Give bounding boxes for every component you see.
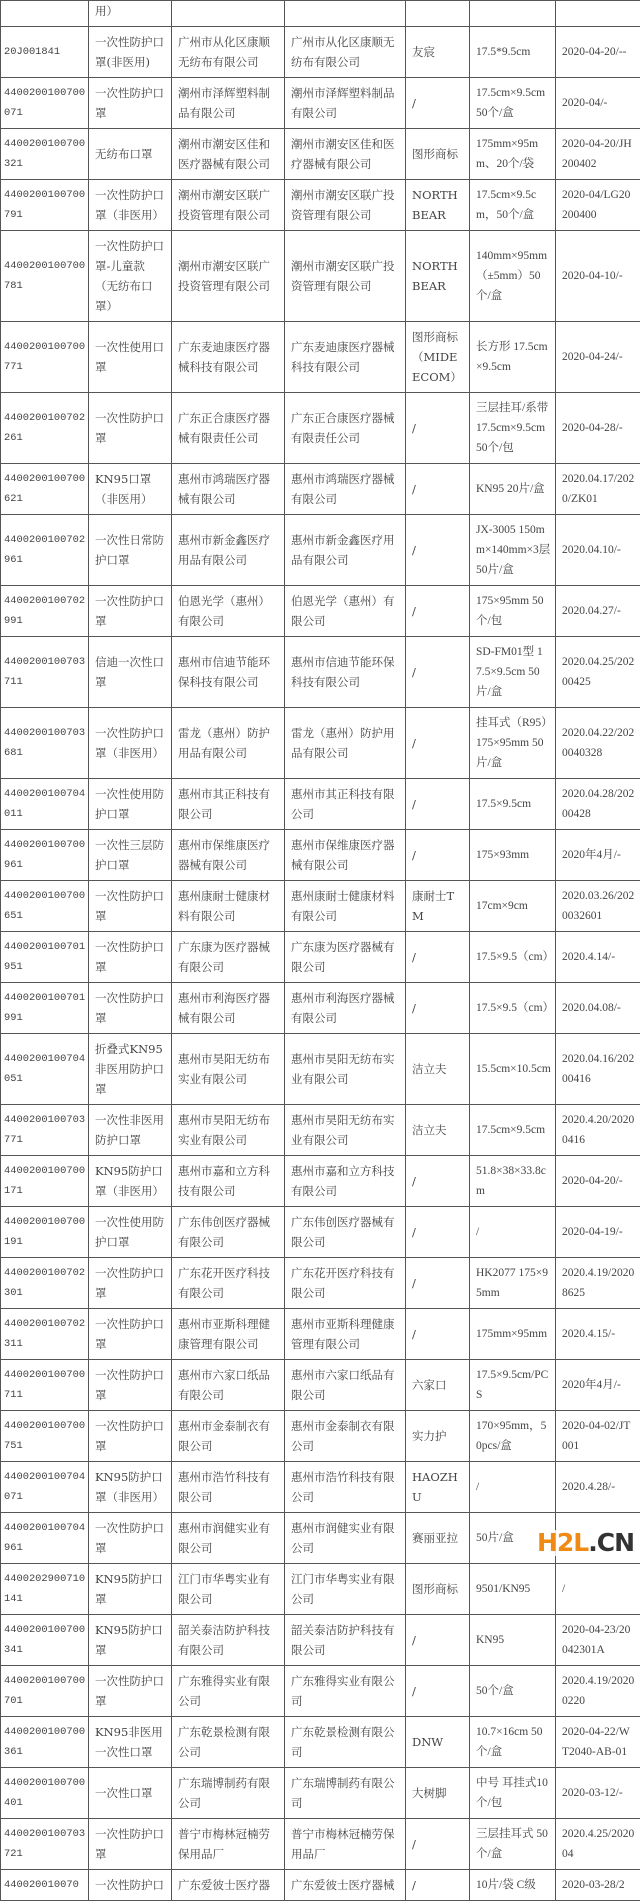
cell-brand: / bbox=[406, 1819, 470, 1870]
cell-date-batch: 2020-03-12/- bbox=[556, 1768, 640, 1819]
cell-code: 4400200100702261 bbox=[1, 393, 89, 464]
cell-manufacturer bbox=[172, 1, 285, 27]
cell-manufacturer: 广东爱彼士医疗器 bbox=[172, 1870, 285, 1901]
cell-manufacturer: 潮州市潮安区佳和医疗器械有限公司 bbox=[172, 129, 285, 180]
cell-code: 4400200100700961 bbox=[1, 830, 89, 881]
cell-date-batch: 2020-04/- bbox=[556, 78, 640, 129]
cell-specification: 17.5×9.5（cm） bbox=[470, 983, 556, 1034]
cell-date-batch: 2020-04-22/WT2040-AB-01 bbox=[556, 1717, 640, 1768]
cell-code: 4400200100700651 bbox=[1, 881, 89, 932]
cell-date-batch: 2020.04.17/2020/ZK01 bbox=[556, 464, 640, 515]
table-row bbox=[1, 1768, 640, 1819]
table-row bbox=[1, 1666, 640, 1717]
cell-brand: / bbox=[406, 637, 470, 708]
cell-manufacturer: 潮州市潮安区联广投资管理有限公司 bbox=[172, 231, 285, 322]
table-row bbox=[1, 129, 640, 180]
cell-specification: 9501/KN95 bbox=[470, 1564, 556, 1615]
cell-product-name: KN95防护口罩（非医用） bbox=[89, 1156, 172, 1207]
cell-applicant: 惠州市鸿瑞医疗器械有限公司 bbox=[285, 464, 406, 515]
cell-applicant: 广州市从化区康顺无纺布有限公司 bbox=[285, 27, 406, 78]
cell-specification: 50片/盒 bbox=[470, 1513, 556, 1564]
cell-manufacturer: 广东瑞博制药有限公司 bbox=[172, 1768, 285, 1819]
cell-brand: / bbox=[406, 586, 470, 637]
cell-code: 4400200100702961 bbox=[1, 515, 89, 586]
cell-manufacturer: 惠州市信迪节能环保科技有限公司 bbox=[172, 637, 285, 708]
cell-code: 4400200100704961 bbox=[1, 1513, 89, 1564]
cell-brand: 友宸 bbox=[406, 27, 470, 78]
cell-specification: 17.5cm×9.5cm 50个/盒 bbox=[470, 78, 556, 129]
watermark-part1: H2L bbox=[537, 1528, 588, 1557]
cell-product-name: 一次性使用口罩 bbox=[89, 322, 172, 393]
cell-product-name: KN95防护口罩 bbox=[89, 1615, 172, 1666]
cell-product-name: 一次性防护口罩（非医用） bbox=[89, 180, 172, 231]
cell-brand: / bbox=[406, 932, 470, 983]
cell-code: 4400200100700321 bbox=[1, 129, 89, 180]
table-row bbox=[1, 881, 640, 932]
cell-applicant: 广东雅得实业有限公司 bbox=[285, 1666, 406, 1717]
cell-manufacturer: 惠州市新金鑫医疗用品有限公司 bbox=[172, 515, 285, 586]
cell-code: 4400200100702311 bbox=[1, 1309, 89, 1360]
cell-manufacturer: 惠州市润健实业有限公司 bbox=[172, 1513, 285, 1564]
cell-date-batch: 2020-04-20/JH200402 bbox=[556, 129, 640, 180]
cell-applicant: 广东正合康医疗器械有限责任公司 bbox=[285, 393, 406, 464]
table-row bbox=[1, 1870, 640, 1901]
cell-manufacturer: 惠州市利海医疗器械有限公司 bbox=[172, 983, 285, 1034]
cell-code: 4400202900710141 bbox=[1, 1564, 89, 1615]
cell-date-batch: 2020.03.26/2020032601 bbox=[556, 881, 640, 932]
cell-product-name: 一次性防护口罩(非医用) bbox=[89, 27, 172, 78]
table-row bbox=[1, 932, 640, 983]
cell-applicant: 惠州市其正科技有限公司 bbox=[285, 779, 406, 830]
cell-brand: / bbox=[406, 1207, 470, 1258]
cell-brand: / bbox=[406, 1870, 470, 1901]
cell-specification: / bbox=[470, 1462, 556, 1513]
cell-applicant: 惠州市金泰制衣有限公司 bbox=[285, 1411, 406, 1462]
cell-product-name: 一次性防护口罩 bbox=[89, 983, 172, 1034]
cell-manufacturer: 惠州市六家口纸品有限公司 bbox=[172, 1360, 285, 1411]
cell-specification: 51.8×38×33.8cm bbox=[470, 1156, 556, 1207]
cell-applicant: 潮州市潮安区佳和医疗器械有限公司 bbox=[285, 129, 406, 180]
cell-code bbox=[1, 1, 89, 27]
cell-applicant: 惠州市保维康医疗器械有限公司 bbox=[285, 830, 406, 881]
table-row bbox=[1, 779, 640, 830]
table-row bbox=[1, 708, 640, 779]
cell-code: 4400200100703681 bbox=[1, 708, 89, 779]
cell-specification: 17.5×9.5（cm） bbox=[470, 932, 556, 983]
cell-brand: 图形商标（MIDEECOM） bbox=[406, 322, 470, 393]
cell-applicant: 惠州市利海医疗器械有限公司 bbox=[285, 983, 406, 1034]
cell-manufacturer: 惠州康耐士健康材料有限公司 bbox=[172, 881, 285, 932]
cell-date-batch: 2020.04.08/- bbox=[556, 983, 640, 1034]
cell-code: 4400200100700341 bbox=[1, 1615, 89, 1666]
cell-date-batch bbox=[556, 1, 640, 27]
cell-date-batch: 2020-04/LG20200400 bbox=[556, 180, 640, 231]
watermark-part2: .CN bbox=[588, 1528, 634, 1557]
cell-brand: 图形商标 bbox=[406, 129, 470, 180]
table-row bbox=[1, 231, 640, 322]
table-row bbox=[1, 322, 640, 393]
cell-manufacturer: 伯恩光学（惠州）有限公司 bbox=[172, 586, 285, 637]
cell-date-batch: 2020-04-20/-- bbox=[556, 27, 640, 78]
cell-product-name: 一次性使用防护口罩 bbox=[89, 779, 172, 830]
cell-date-batch: 2020-04-23/20042301A bbox=[556, 1615, 640, 1666]
cell-product-name: 一次性防护口罩-儿童款（无纺布口罩） bbox=[89, 231, 172, 322]
cell-code: 4400200100700361 bbox=[1, 1717, 89, 1768]
cell-code: 4400200100700401 bbox=[1, 1768, 89, 1819]
cell-code: 4400200100700791 bbox=[1, 180, 89, 231]
cell-date-batch: 2020-03-28/2 bbox=[556, 1870, 640, 1901]
cell-specification: 长方形 17.5cm×9.5cm bbox=[470, 322, 556, 393]
cell-applicant: 惠州市亚斯科理健康管理有限公司 bbox=[285, 1309, 406, 1360]
table-row bbox=[1, 1360, 640, 1411]
cell-product-name: 信迪一次性口罩 bbox=[89, 637, 172, 708]
cell-specification: KN95 bbox=[470, 1615, 556, 1666]
cell-specification: 17.5×9.5cm/PCS bbox=[470, 1360, 556, 1411]
cell-applicant: 韶关泰洁防护科技有限公司 bbox=[285, 1615, 406, 1666]
cell-date-batch: 2020.04.10/- bbox=[556, 515, 640, 586]
cell-manufacturer: 广东伟创医疗器械有限公司 bbox=[172, 1207, 285, 1258]
cell-date-batch: 2020.4.28/- bbox=[556, 1462, 640, 1513]
cell-product-name: KN95防护口罩（非医用） bbox=[89, 1462, 172, 1513]
cell-manufacturer: 惠州市其正科技有限公司 bbox=[172, 779, 285, 830]
table-row bbox=[1, 1156, 640, 1207]
table-row bbox=[1, 1309, 640, 1360]
cell-code: 4400200100700701 bbox=[1, 1666, 89, 1717]
cell-code: 4400200100704071 bbox=[1, 1462, 89, 1513]
cell-brand: NORTHBEAR bbox=[406, 180, 470, 231]
cell-brand: / bbox=[406, 983, 470, 1034]
cell-code: 4400200100704051 bbox=[1, 1034, 89, 1105]
cell-manufacturer: 潮州市潮安区联广投资管理有限公司 bbox=[172, 180, 285, 231]
cell-specification: 175mm×95mm bbox=[470, 1309, 556, 1360]
cell-applicant: 惠州市浩竹科技有限公司 bbox=[285, 1462, 406, 1513]
cell-product-name: 无纺布口罩 bbox=[89, 129, 172, 180]
cell-applicant bbox=[285, 1, 406, 27]
cell-code: 4400200100702301 bbox=[1, 1258, 89, 1309]
cell-code: 4400200100703721 bbox=[1, 1819, 89, 1870]
cell-manufacturer: 惠州市鸿瑞医疗器械有限公司 bbox=[172, 464, 285, 515]
cell-product-name: KN95口罩（非医用） bbox=[89, 464, 172, 515]
cell-applicant: 惠州市嘉和立方科技有限公司 bbox=[285, 1156, 406, 1207]
cell-specification: SD-FM01型 17.5×9.5cm 50片/盒 bbox=[470, 637, 556, 708]
cell-date-batch: 2020.4.25/202004 bbox=[556, 1819, 640, 1870]
table-row bbox=[1, 1258, 640, 1309]
cell-date-batch: 2020-04-28/- bbox=[556, 393, 640, 464]
cell-specification: JX-3005 150mm×140mm×3层 50片/盒 bbox=[470, 515, 556, 586]
table-row bbox=[1, 464, 640, 515]
table-row bbox=[1, 1, 640, 27]
cell-applicant: 广东康为医疗器械有限公司 bbox=[285, 932, 406, 983]
cell-brand: / bbox=[406, 1615, 470, 1666]
cell-applicant: 普宁市梅林冠楠劳保用品厂 bbox=[285, 1819, 406, 1870]
cell-date-batch: 2020.4.15/- bbox=[556, 1309, 640, 1360]
cell-date-batch: 2020.04.25/20200425 bbox=[556, 637, 640, 708]
cell-manufacturer: 广东麦迪康医疗器械科技有限公司 bbox=[172, 322, 285, 393]
cell-specification: 175mm×95mm、20个/袋 bbox=[470, 129, 556, 180]
table-row bbox=[1, 1717, 640, 1768]
cell-applicant: 广东伟创医疗器械有限公司 bbox=[285, 1207, 406, 1258]
cell-brand: / bbox=[406, 515, 470, 586]
cell-applicant: 惠州市信迪节能环保科技有限公司 bbox=[285, 637, 406, 708]
cell-brand: / bbox=[406, 708, 470, 779]
cell-code: 4400200100700711 bbox=[1, 1360, 89, 1411]
cell-product-name: 一次性防护口 bbox=[89, 1870, 172, 1901]
cell-applicant: 惠州市昊阳无纺布实业有限公司 bbox=[285, 1034, 406, 1105]
cell-manufacturer: 广州市从化区康顺无纺布有限公司 bbox=[172, 27, 285, 78]
cell-applicant: 广东乾景检测有限公司 bbox=[285, 1717, 406, 1768]
cell-manufacturer: 惠州市昊阳无纺布实业有限公司 bbox=[172, 1105, 285, 1156]
cell-date-batch: 2020-04-02/JT001 bbox=[556, 1411, 640, 1462]
table-row bbox=[1, 1207, 640, 1258]
cell-product-name: 一次性使用防护口罩 bbox=[89, 1207, 172, 1258]
cell-brand: DNW bbox=[406, 1717, 470, 1768]
cell-manufacturer: 潮州市泽辉塑料制品有限公司 bbox=[172, 78, 285, 129]
cell-manufacturer: 普宁市梅林冠楠劳保用品厂 bbox=[172, 1819, 285, 1870]
cell-date-batch: / bbox=[556, 1564, 640, 1615]
cell-brand: 大树脚 bbox=[406, 1768, 470, 1819]
cell-manufacturer: 惠州市浩竹科技有限公司 bbox=[172, 1462, 285, 1513]
cell-specification bbox=[470, 1, 556, 27]
cell-manufacturer: 广东康为医疗器械有限公司 bbox=[172, 932, 285, 983]
cell-manufacturer: 雷龙（惠州）防护用品有限公司 bbox=[172, 708, 285, 779]
cell-code: 4400200100703771 bbox=[1, 1105, 89, 1156]
cell-applicant: 潮州市潮安区联广投资管理有限公司 bbox=[285, 180, 406, 231]
table-row bbox=[1, 1034, 640, 1105]
cell-product-name: 一次性防护口罩 bbox=[89, 1309, 172, 1360]
cell-date-batch: 2020-04-20/- bbox=[556, 1156, 640, 1207]
cell-specification: 17.5*9.5cm bbox=[470, 27, 556, 78]
cell-specification: 中号 耳挂式10个/包 bbox=[470, 1768, 556, 1819]
cell-applicant: 潮州市泽辉塑料制品有限公司 bbox=[285, 78, 406, 129]
cell-code: 4400200100704011 bbox=[1, 779, 89, 830]
cell-brand: 赛丽亚拉 bbox=[406, 1513, 470, 1564]
watermark-logo bbox=[535, 1530, 636, 1556]
cell-applicant: 雷龙（惠州）防护用品有限公司 bbox=[285, 708, 406, 779]
table-row bbox=[1, 830, 640, 881]
cell-applicant: 惠州市润健实业有限公司 bbox=[285, 1513, 406, 1564]
cell-manufacturer: 广东正合康医疗器械有限责任公司 bbox=[172, 393, 285, 464]
cell-applicant: 江门市华粤实业有限公司 bbox=[285, 1564, 406, 1615]
cell-date-batch: 2020.4.20/20200416 bbox=[556, 1105, 640, 1156]
cell-manufacturer: 惠州市嘉和立方科技有限公司 bbox=[172, 1156, 285, 1207]
cell-brand: HAOZHU bbox=[406, 1462, 470, 1513]
cell-applicant: 广东麦迪康医疗器械科技有限公司 bbox=[285, 322, 406, 393]
cell-date-batch: 2020-04-19/- bbox=[556, 1207, 640, 1258]
cell-manufacturer: 韶关泰洁防护科技有限公司 bbox=[172, 1615, 285, 1666]
cell-brand: 洁立夫 bbox=[406, 1034, 470, 1105]
cell-manufacturer: 广东雅得实业有限公司 bbox=[172, 1666, 285, 1717]
cell-brand bbox=[406, 1, 470, 27]
cell-code: 4400200100700771 bbox=[1, 322, 89, 393]
cell-date-batch: 2020.04.22/2020040328 bbox=[556, 708, 640, 779]
cell-code: 4400200100700071 bbox=[1, 78, 89, 129]
cell-specification: 175×95mm 50个/包 bbox=[470, 586, 556, 637]
cell-date-batch: 2020年4月/- bbox=[556, 830, 640, 881]
cell-brand: NORTHBEAR bbox=[406, 231, 470, 322]
cell-brand: 洁立夫 bbox=[406, 1105, 470, 1156]
cell-code: 4400200100702991 bbox=[1, 586, 89, 637]
cell-brand: 实力护 bbox=[406, 1411, 470, 1462]
cell-code: 20J001841 bbox=[1, 27, 89, 78]
cell-date-batch: 2020.04.27/- bbox=[556, 586, 640, 637]
cell-date-batch: 2020-04-24/- bbox=[556, 322, 640, 393]
cell-specification: 三层挂耳式 50个/盒 bbox=[470, 1819, 556, 1870]
cell-code: 4400200100703711 bbox=[1, 637, 89, 708]
cell-specification: 17cm×9cm bbox=[470, 881, 556, 932]
cell-applicant: 伯恩光学（惠州）有限公司 bbox=[285, 586, 406, 637]
cell-specification: HK2077 175×95mm bbox=[470, 1258, 556, 1309]
table-row bbox=[1, 1564, 640, 1615]
cell-specification: / bbox=[470, 1207, 556, 1258]
table-body bbox=[1, 1, 640, 1901]
cell-code: 4400200100700781 bbox=[1, 231, 89, 322]
cell-product-name: 一次性防护口罩 bbox=[89, 393, 172, 464]
cell-applicant: 广东花开医疗科技有限公司 bbox=[285, 1258, 406, 1309]
cell-manufacturer: 惠州市亚斯科理健康管理有限公司 bbox=[172, 1309, 285, 1360]
cell-manufacturer: 江门市华粤实业有限公司 bbox=[172, 1564, 285, 1615]
cell-specification: 170×95mm，50pcs/盒 bbox=[470, 1411, 556, 1462]
cell-applicant: 惠州市六家口纸品有限公司 bbox=[285, 1360, 406, 1411]
cell-brand: / bbox=[406, 1666, 470, 1717]
cell-product-name: 一次性防护口罩 bbox=[89, 1258, 172, 1309]
table-row bbox=[1, 983, 640, 1034]
table-row bbox=[1, 1411, 640, 1462]
cell-applicant: 惠州市昊阳无纺布实业有限公司 bbox=[285, 1105, 406, 1156]
cell-code: 4400200100701991 bbox=[1, 983, 89, 1034]
cell-specification: KN95 20片/盒 bbox=[470, 464, 556, 515]
cell-brand: / bbox=[406, 779, 470, 830]
table-row bbox=[1, 78, 640, 129]
table-row bbox=[1, 180, 640, 231]
cell-product-name: 一次性防护口罩 bbox=[89, 1666, 172, 1717]
cell-product-name: 一次性防护口罩 bbox=[89, 881, 172, 932]
table-row bbox=[1, 1105, 640, 1156]
cell-date-batch: 2020.04.16/20200416 bbox=[556, 1034, 640, 1105]
table-row bbox=[1, 27, 640, 78]
cell-product-name: 一次性防护口罩 bbox=[89, 1360, 172, 1411]
cell-manufacturer: 惠州市昊阳无纺布实业有限公司 bbox=[172, 1034, 285, 1105]
cell-product-name: KN95非医用一次性口罩 bbox=[89, 1717, 172, 1768]
cell-manufacturer: 惠州市金泰制衣有限公司 bbox=[172, 1411, 285, 1462]
cell-product-name: 用） bbox=[89, 1, 172, 27]
cell-applicant: 惠州康耐士健康材料有限公司 bbox=[285, 881, 406, 932]
cell-date-batch: 2020.04.28/20200428 bbox=[556, 779, 640, 830]
cell-specification: 10.7×16cm 50个/盒 bbox=[470, 1717, 556, 1768]
cell-date-batch: 2020-04-10/- bbox=[556, 231, 640, 322]
cell-date-batch: 2020.4.19/20200220 bbox=[556, 1666, 640, 1717]
cell-product-name: 一次性防护口罩 bbox=[89, 1411, 172, 1462]
cell-specification: 10片/袋 C级 bbox=[470, 1870, 556, 1901]
cell-applicant: 潮州市潮安区联广投资管理有限公司 bbox=[285, 231, 406, 322]
cell-product-name: 折叠式KN95非医用防护口罩 bbox=[89, 1034, 172, 1105]
table-row bbox=[1, 1819, 640, 1870]
cell-product-name: 一次性防护口罩 bbox=[89, 78, 172, 129]
cell-brand: / bbox=[406, 78, 470, 129]
cell-manufacturer: 广东花开医疗科技有限公司 bbox=[172, 1258, 285, 1309]
cell-date-batch: 2020.4.19/20208625 bbox=[556, 1258, 640, 1309]
cell-product-name: 一次性防护口罩 bbox=[89, 1819, 172, 1870]
table-row bbox=[1, 1615, 640, 1666]
cell-brand: 康耐士TM bbox=[406, 881, 470, 932]
cell-applicant: 惠州市新金鑫医疗用品有限公司 bbox=[285, 515, 406, 586]
cell-product-name: 一次性非医用防护口罩 bbox=[89, 1105, 172, 1156]
cell-specification: 175×93mm bbox=[470, 830, 556, 881]
cell-specification: 17.5cm×9.5cm bbox=[470, 1105, 556, 1156]
cell-brand: 图形商标 bbox=[406, 1564, 470, 1615]
cell-specification: 15.5cm×10.5cm bbox=[470, 1034, 556, 1105]
cell-product-name: 一次性防护口罩 bbox=[89, 932, 172, 983]
cell-brand: 六家口 bbox=[406, 1360, 470, 1411]
cell-specification: 挂耳式（R95）175×95mm 50片/盒 bbox=[470, 708, 556, 779]
cell-product-name: 一次性防护口罩 bbox=[89, 1513, 172, 1564]
cell-specification: 17.5cm×9.5cm，50个/盒 bbox=[470, 180, 556, 231]
cell-brand: / bbox=[406, 1156, 470, 1207]
cell-code: 4400200100701951 bbox=[1, 932, 89, 983]
cell-specification: 17.5×9.5cm bbox=[470, 779, 556, 830]
cell-brand: / bbox=[406, 830, 470, 881]
cell-product-name: 一次性防护口罩（非医用） bbox=[89, 708, 172, 779]
cell-code: 4400200100700621 bbox=[1, 464, 89, 515]
cell-product-name: 一次性三层防护口罩 bbox=[89, 830, 172, 881]
cell-brand: / bbox=[406, 1258, 470, 1309]
cell-brand: / bbox=[406, 393, 470, 464]
cell-code: 4400200100700171 bbox=[1, 1156, 89, 1207]
table-row bbox=[1, 1462, 640, 1513]
cell-manufacturer: 广东乾景检测有限公司 bbox=[172, 1717, 285, 1768]
cell-brand: / bbox=[406, 1309, 470, 1360]
cell-product-name: 一次性防护口罩 bbox=[89, 586, 172, 637]
cell-code: 4400200100700751 bbox=[1, 1411, 89, 1462]
cell-code: 440020010070 bbox=[1, 1870, 89, 1901]
cell-product-name: KN95防护口罩 bbox=[89, 1564, 172, 1615]
cell-date-batch: 2020.4.14/- bbox=[556, 932, 640, 983]
cell-specification: 50个/盒 bbox=[470, 1666, 556, 1717]
cell-product-name: 一次性日常防护口罩 bbox=[89, 515, 172, 586]
table-row bbox=[1, 515, 640, 586]
cell-applicant: 广东爱彼士医疗器械 bbox=[285, 1870, 406, 1901]
cell-specification: 三层挂耳/系带 17.5cm×9.5cm 50个/包 bbox=[470, 393, 556, 464]
cell-product-name: 一次性口罩 bbox=[89, 1768, 172, 1819]
table-row bbox=[1, 586, 640, 637]
cell-date-batch: 2020年4月/- bbox=[556, 1360, 640, 1411]
cell-manufacturer: 惠州市保维康医疗器械有限公司 bbox=[172, 830, 285, 881]
table-row bbox=[1, 637, 640, 708]
cell-code: 4400200100700191 bbox=[1, 1207, 89, 1258]
cell-specification: 140mm×95mm（±5mm）50个/盒 bbox=[470, 231, 556, 322]
cell-brand: / bbox=[406, 464, 470, 515]
cell-applicant: 广东瑞博制药有限公司 bbox=[285, 1768, 406, 1819]
table-row bbox=[1, 393, 640, 464]
